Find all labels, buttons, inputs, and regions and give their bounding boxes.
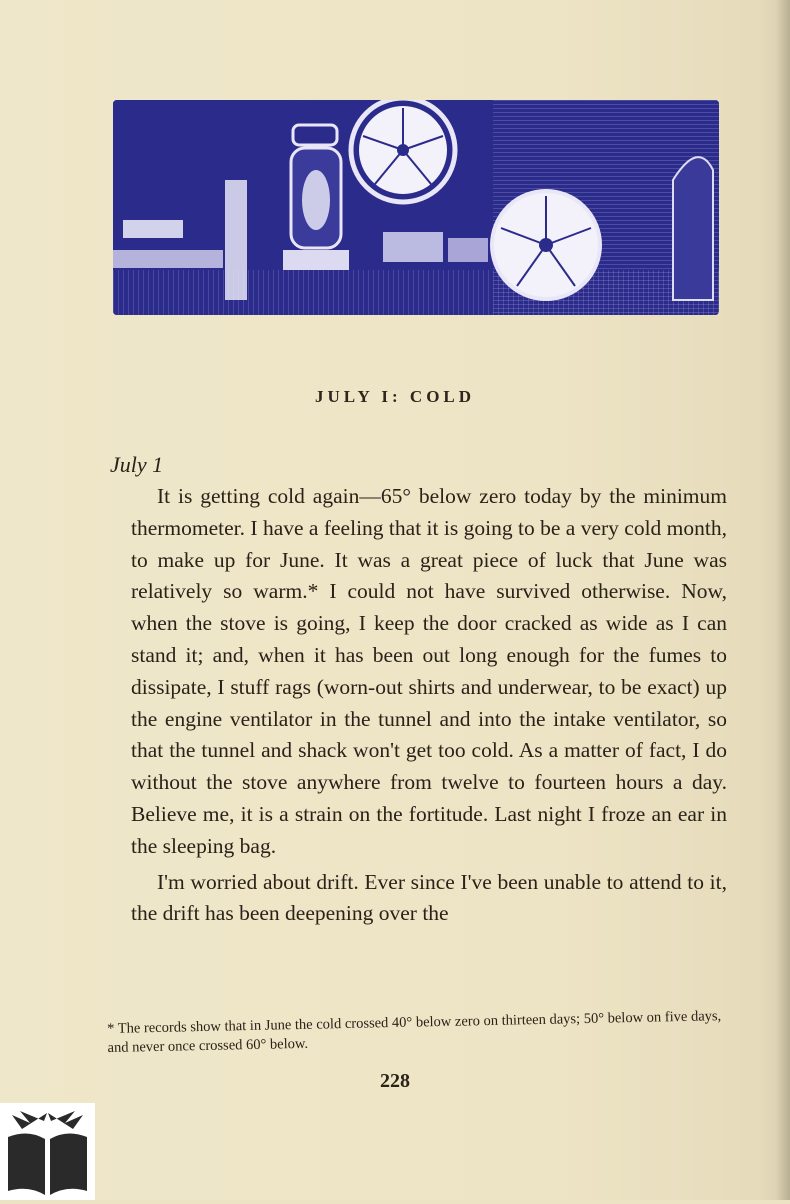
entry-date: July 1: [110, 452, 164, 477]
lantern-and-fans-engraving: [113, 100, 719, 315]
footnote: * The records show that in June the cold crossed 40° below zero on thirteen days; 50° below on five days, and never once crossed 60° below.: [107, 1008, 722, 1056]
chapter-title: JULY I: COLD: [314, 387, 476, 406]
paragraph: I'm worried about drift. Ever since I've been unable to attend to it, the drift has been deepening over the: [131, 869, 727, 926]
fan-bottom-icon: [492, 191, 600, 299]
page-edge-shadow: [776, 0, 790, 1200]
page-number: 228: [380, 1070, 410, 1092]
fan-top-icon: [351, 100, 455, 202]
paragraph: It is getting cold again—65° below zero today by the minimum thermometer. I have a feeling that it is going to be a very cold month, to make up for June. It was a great piece of luck that June was relatively so warm.* I could not have survived otherwise. Now, when the stove is going, I keep the door cracked as wide as I can stand it; and, when it has been out long enough for the fumes to dissipate, I stuff rags (worn-out shirts and underwear, to be exact) up the engine ventilator in the tunnel and into the intake ventilator, so that the tunnel and shack won't get too cold. As a matter of fact, I do without the stove anywhere from twelve to fourteen hours a day. Believe me, it is a strain on the fortitude. Last night I froze an ear in the sleeping bag.: [131, 484, 727, 858]
open-book-icon: [0, 1103, 95, 1200]
entry-body: [131, 481, 727, 930]
open-book-logo: [0, 1103, 95, 1200]
chapter-illustration: [113, 100, 719, 315]
